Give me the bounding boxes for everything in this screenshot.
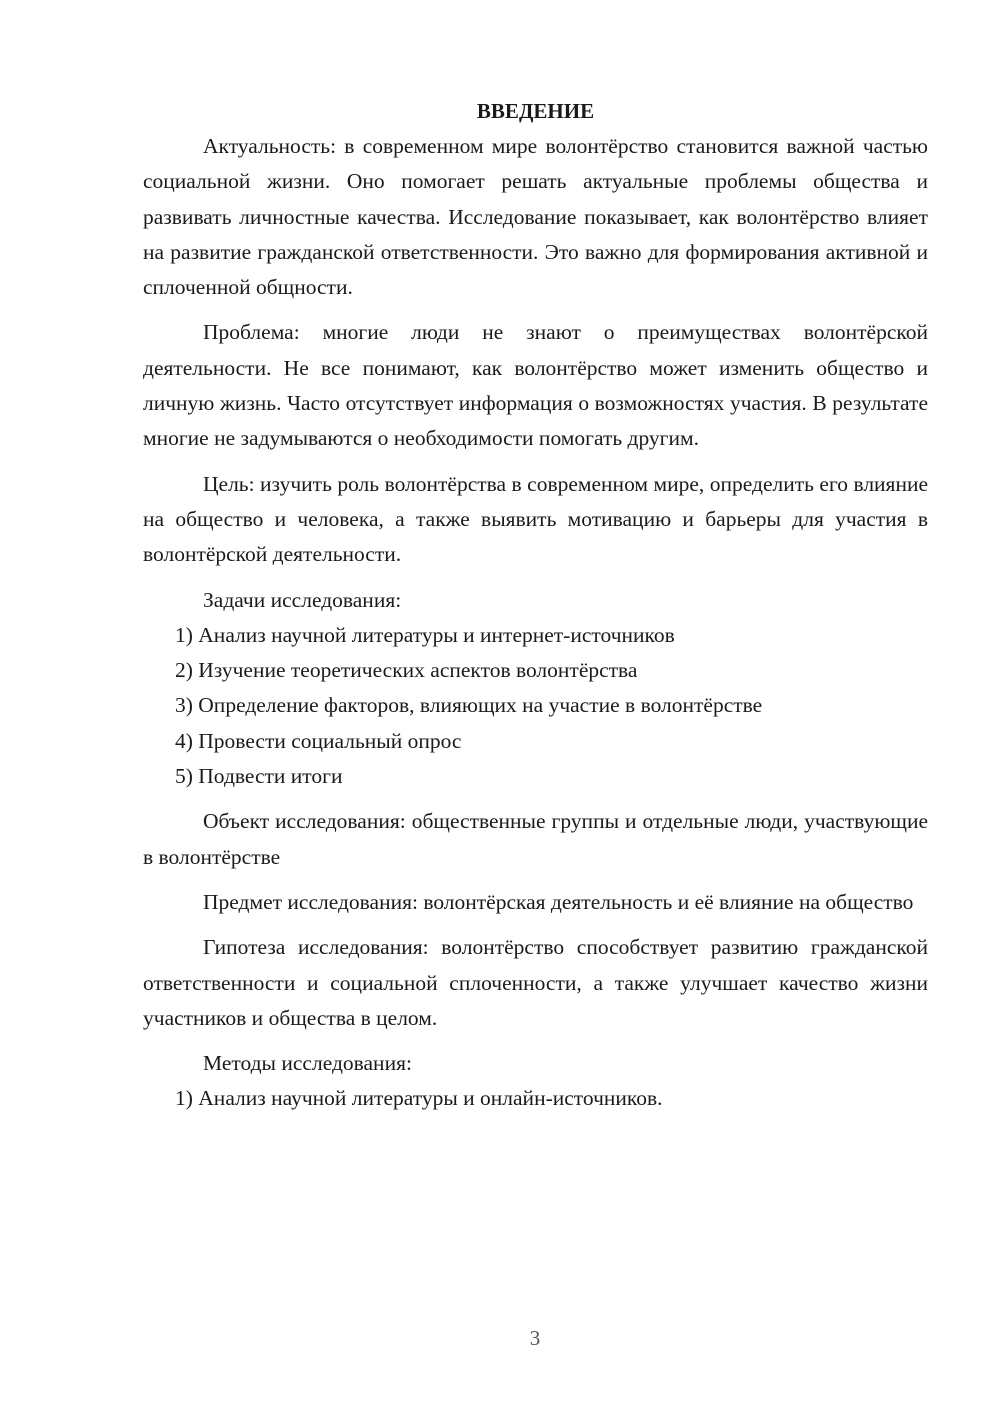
- subject-paragraph: Предмет исследования: волонтёрская деятельность и её влияние на общество: [203, 889, 914, 914]
- list-item: 5) Подвести итоги: [175, 764, 343, 789]
- page-title: ВВЕДЕНИЕ: [476, 99, 595, 123]
- list-item: 4) Провести социальный опрос: [175, 728, 462, 753]
- methods-heading: Методы исследования:: [203, 1051, 412, 1076]
- tasks-heading: Задачи исследования:: [203, 587, 402, 612]
- methods-list: [143, 1081, 928, 1116]
- tasks-list: [143, 618, 928, 794]
- problem-paragraph: Проблема: многие люди не знают о преимуществах волонтёрской деятельности. Не все понимают, как волонтёрство может изменить общество и личную жизнь. Часто отсутствует информация о возможностях участия. В результате многие не задумываются о необходимости помогать другим.: [143, 320, 928, 451]
- list-item: 1) Анализ научной литературы и онлайн-источников.: [175, 1086, 663, 1111]
- hypothesis-paragraph: Гипотеза исследования: волонтёрство способствует развитию гражданской ответственности и социальной сплоченности, а также улучшает качество жизни участников и общества в целом.: [143, 935, 928, 1030]
- document-page: [143, 94, 928, 1117]
- page-number: 3: [529, 1326, 541, 1350]
- list-item: 3) Определение факторов, влияющих на участие в волонтёрстве: [175, 693, 763, 718]
- list-item: 2) Изучение теоретических аспектов волонтёрства: [175, 658, 638, 683]
- goal-paragraph: Цель: изучить роль волонтёрства в современном мире, определить его влияние на общество и человека, а также выявить мотивацию и барьеры для участия в волонтёрской деятельности.: [143, 471, 928, 567]
- relevance-paragraph: Актуальность: в современном мире волонтёрство становится важной частью социальной жизни. Оно помогает решать актуальные проблемы общества и развивать личностные качества. Исследование показывает, как волонтёрство влияет на развитие гражданской ответственности. Это важно для формирования активной и сплоченной общности.: [143, 134, 928, 300]
- list-item: 1) Анализ научной литературы и интернет-источников: [175, 622, 675, 647]
- object-paragraph: Объект исследования: общественные группы и отдельные люди, участвующие в волонтёрстве: [143, 809, 928, 869]
